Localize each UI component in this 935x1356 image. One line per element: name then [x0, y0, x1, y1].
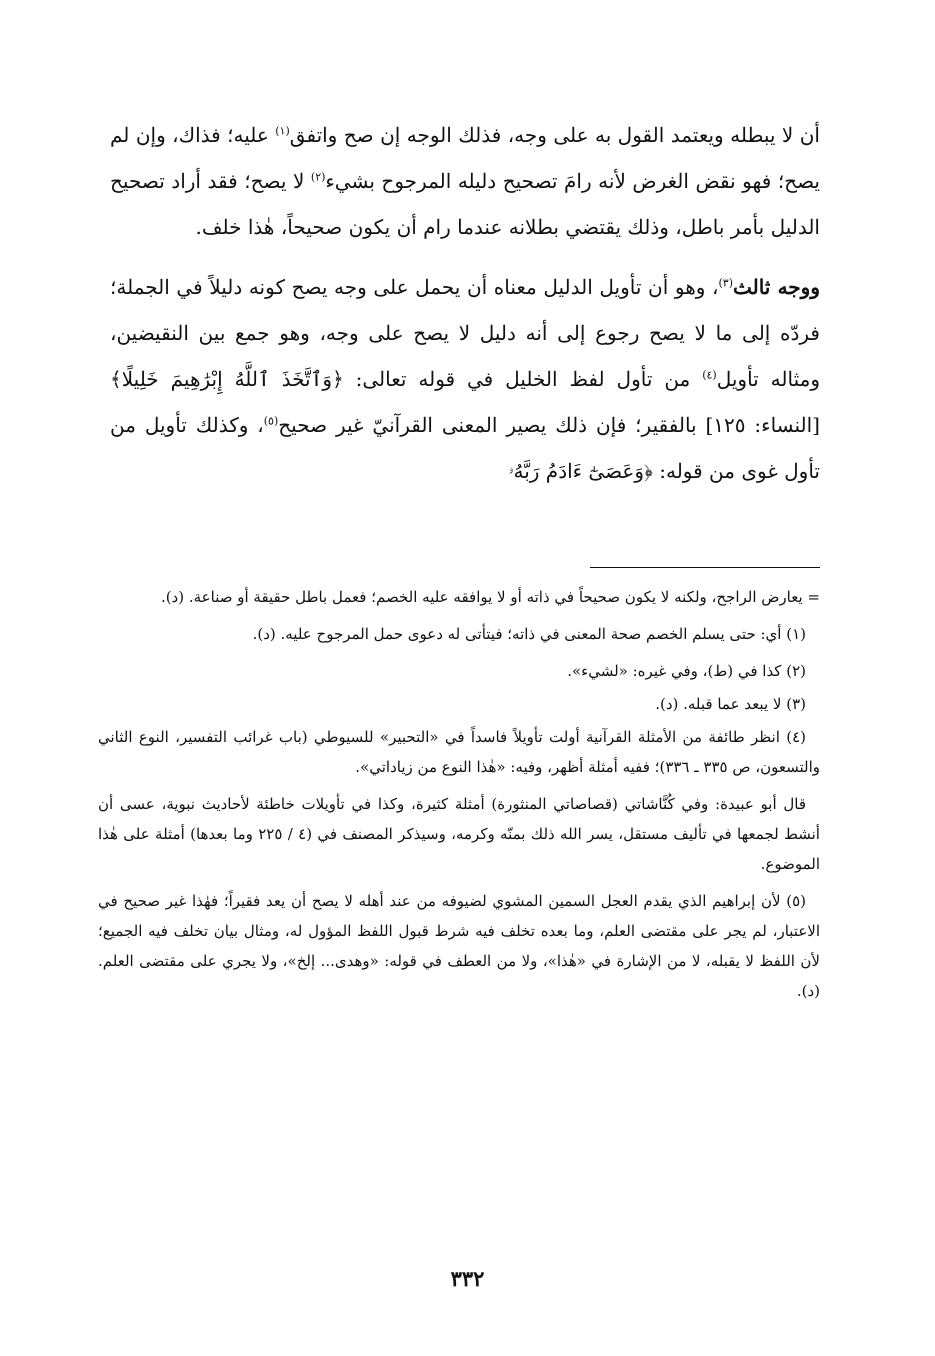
paragraph-text: عليه؛ فذاك، وإن لم يصح؛ فهو نقض الغرض لأنه رامَ تصحيح دليله المرجوح بشيء [110, 123, 820, 193]
paragraph-text: ، وكذلك تأويل من تأول غوى من قوله: ﴿وَعَصَىٰٓ ءَادَمُ رَبَّهُۥ [110, 413, 820, 483]
footnote-marker-4: (٤) [702, 368, 717, 382]
page-number: ٣٣٢ [450, 1266, 485, 1291]
footnote-marker-1: (١) [275, 124, 290, 138]
footnotes-section [98, 582, 820, 1013]
footnote-editor-note: قال أبو عبيدة: وفي كُنَّاشاتي (قصاصاتي المنثورة) أمثلة كثيرة، وكذا في تأويلات خاطئة لأحاديث نبوية، عسى أن أنشط لجمعها في تأليف مستقل، يسر الله ذلك بمنّه وكرمه، وسيذكر المصنف في (٤ / ٢٢٥ وما بعدها) أمثلة على هٰذا الموضوع. [98, 795, 820, 873]
main-text [110, 112, 820, 494]
paragraph-text: ، وهو أن تأويل الدليل معناه أن يحمل على وجه يصح كونه دليلاً في الجملة؛ فردّه إلى ما لا يصح رجوع إلى أنه دليل لا يصح على وجه، وهو جمع بين النقيضين، ومثاله تأويل [110, 275, 820, 391]
footnote-marker-3: (٣) [718, 276, 733, 290]
footnote-marker-5: (٥) [263, 414, 279, 428]
section-heading: ووجه ثالث [732, 275, 820, 299]
footnote-5: (٥) لأن إبراهيم الذي يقدم العجل السمين المشوي لضيوفه من عند أهله لا يصح أن يعد فقيراً؛ فهٰذا غير صحيح في الاعتبار، لم يجر على مقتضى العلم، وما بعده تخلف فيه شرط قبول اللفظ المؤول له، ومثال بيان تخلف فيه الجميع؛ لأن اللفظ لا يقبله، لا من الإشارة في «هٰذا»، ولا من العطف في قوله: «وهدى... إلخ»، ولا يجري على مقتضى العلم. (د). [98, 892, 820, 1000]
main-paragraph-1 [110, 112, 820, 250]
main-paragraph-2 [110, 264, 820, 494]
footnote-2: (٢) كذا في (ط)، وفي غيره: «لشيء». [567, 662, 806, 680]
paragraph-text: من تأول لفظ الخليل في قوله تعالى: ﴿وَٱتَّخَذَ ٱللَّهُ إِبْرَٰهِيمَ خَلِيلًا﴾ [النساء: ١٢٥] بالفقير؛ فإن ذلك يصير المعنى القرآنيّ غير صحيح [110, 367, 820, 437]
footnote-1: (١) أي: حتى يسلم الخصم صحة المعنى في ذاته؛ فيتأتى له دعوى حمل المرجوح عليه. (د). [252, 625, 806, 643]
footnote-marker-2: (٢) [310, 170, 326, 184]
footnote-separator [590, 567, 820, 568]
footnote-continuation: = يعارض الراجح، ولكنه لا يكون صحيحاً في ذاته أو لا يوافقه عليه الخصم؛ فعمل باطل حقيقة أو صناعة. (د). [160, 588, 820, 606]
paragraph-text: أن لا يبطله ويعتمد القول به على وجه، فذلك الوجه إن صح واتفق [289, 123, 820, 147]
footnote-3: (٣) لا يبعد عما قبله. (د). [655, 695, 806, 713]
footnote-4: (٤) انظر طائفة من الأمثلة القرآنية أولت تأويلاً فاسداً في «التحبير» للسيوطي (باب غرائب التفسير، النوع الثاني والتسعون، ص ٣٣٥ ـ ٣٣٦)؛ ففيه أمثلة أظهر، وفيه: «هٰذا النوع من زياداتي». [98, 728, 820, 776]
paragraph-text: لا يصح؛ فقد أراد تصحيح الدليل بأمر باطل، وذلك يقتضي بطلانه عندما رام أن يكون صحيحاً، هٰذا خلف. [110, 169, 820, 239]
